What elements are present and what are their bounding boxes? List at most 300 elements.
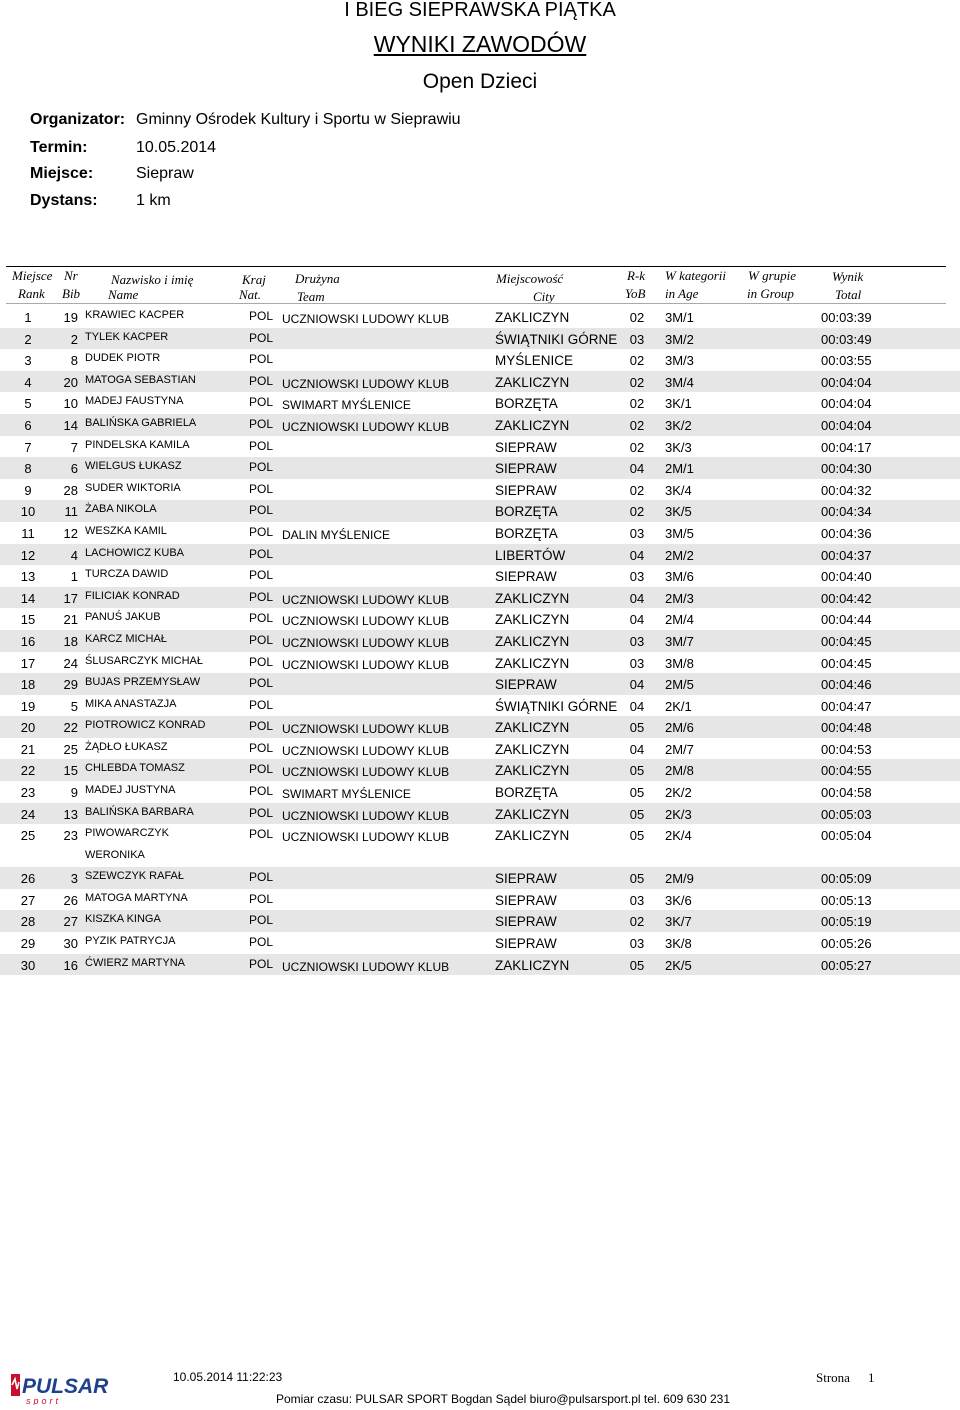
age-category-cell: 2M/3 — [665, 590, 694, 606]
total-time-cell: 00:03:55 — [821, 353, 872, 369]
total-time-cell: 00:03:49 — [821, 331, 872, 347]
name-cell-line2: WERONIKA — [85, 849, 145, 862]
col-yob-pl: R-k — [627, 268, 646, 283]
rank-cell: 20 — [20, 720, 36, 736]
rank-cell: 8 — [24, 461, 32, 477]
city-cell: MYŚLENICE — [495, 353, 574, 369]
age-category-cell: 2M/2 — [665, 547, 694, 563]
city-cell: BORZĘTA — [495, 785, 558, 801]
table-row — [0, 759, 960, 781]
svg-text:sport: sport — [26, 1396, 62, 1405]
name-cell: PYZIK PATRYCJA — [85, 935, 176, 948]
team-cell: UCZNIOWSKI LUDOWY KLUB — [282, 830, 450, 845]
age-category-cell: 3K/5 — [665, 504, 692, 520]
total-time-cell: 00:04:04 — [821, 417, 872, 433]
col-rank-en: Rank — [18, 286, 45, 301]
table-row — [0, 392, 960, 414]
total-time-cell: 00:03:39 — [821, 310, 872, 325]
table-row — [0, 522, 960, 544]
team-cell: UCZNIOWSKI LUDOWY KLUB — [282, 959, 450, 974]
team-cell: UCZNIOWSKI LUDOWY KLUB — [282, 419, 450, 434]
rank-cell: 4 — [24, 374, 32, 390]
rank-cell: 19 — [20, 698, 36, 714]
city-cell: ZAKLICZYN — [495, 741, 570, 757]
age-category-cell: 3M/6 — [665, 569, 694, 585]
total-time-cell: 00:04:48 — [821, 720, 872, 736]
bib-cell: 22 — [63, 720, 78, 736]
rank-cell: 3 — [24, 353, 32, 369]
city-cell: ZAKLICZYN — [495, 763, 570, 779]
city-cell: ŚWIĄTNIKI GÓRNE — [495, 698, 618, 714]
age-category-cell: 2M/7 — [665, 741, 694, 757]
rank-cell: 30 — [20, 957, 36, 973]
bib-cell: 23 — [63, 828, 78, 844]
age-category-cell: 3M/5 — [665, 525, 694, 541]
age-category-cell: 3K/2 — [665, 417, 692, 433]
city-cell: ŚWIĄTNIKI GÓRNE — [495, 331, 618, 347]
nationality-cell: POL — [249, 330, 274, 345]
bib-cell: 29 — [63, 677, 78, 693]
city-cell: ZAKLICZYN — [495, 828, 570, 844]
bib-cell: 7 — [70, 439, 78, 455]
age-category-cell: 2M/9 — [665, 871, 694, 887]
table-row — [0, 414, 960, 436]
table-row — [0, 479, 960, 501]
nationality-cell: POL — [249, 827, 274, 842]
col-rank-pl: Miejsce — [12, 268, 53, 283]
nationality-cell: POL — [249, 611, 274, 626]
total-time-cell: 00:04:40 — [821, 569, 872, 585]
city-cell: ZAKLICZYN — [495, 612, 570, 628]
col-bib-en: Bib — [62, 286, 81, 301]
bib-cell: 25 — [63, 741, 78, 757]
bib-cell: 20 — [63, 374, 78, 390]
city-cell: SIEPRAW — [495, 461, 557, 477]
bib-cell: 13 — [63, 806, 78, 822]
total-time-cell: 00:04:44 — [821, 612, 872, 628]
name-cell: WESZKA KAMIL — [85, 524, 167, 537]
name-cell: DUDEK PIOTR — [85, 352, 161, 365]
team-cell: UCZNIOWSKI LUDOWY KLUB — [282, 808, 450, 823]
name-cell: ŚLUSARCZYK MICHAŁ — [85, 654, 203, 667]
age-category-cell: 3K/7 — [665, 914, 692, 930]
birth-year-cell: 04 — [629, 547, 645, 563]
bib-cell: 18 — [63, 633, 78, 649]
total-time-cell: 00:04:04 — [821, 396, 872, 412]
table-row — [0, 803, 960, 825]
total-time-cell: 00:05:13 — [821, 892, 872, 908]
rank-cell: 9 — [24, 482, 32, 498]
pulsar-sport-logo — [10, 1371, 112, 1405]
birth-year-cell: 05 — [629, 720, 645, 736]
table-row — [0, 673, 960, 695]
city-cell: ZAKLICZYN — [495, 655, 570, 671]
age-category-cell: 3M/3 — [665, 353, 694, 369]
total-time-cell: 00:04:45 — [821, 633, 872, 649]
birth-year-cell: 02 — [629, 417, 645, 433]
name-cell: KARCZ MICHAŁ — [85, 632, 167, 645]
col-team-en: Team — [297, 289, 325, 304]
nationality-cell: POL — [249, 352, 274, 367]
team-cell: UCZNIOWSKI LUDOWY KLUB — [282, 592, 450, 607]
total-time-cell: 00:04:55 — [821, 763, 872, 779]
header-top-rule — [6, 266, 946, 267]
results-title: WYNIKI ZAWODÓW — [373, 31, 587, 57]
bib-cell: 16 — [63, 957, 78, 973]
date-label: Termin: — [30, 139, 88, 156]
col-group-pl: W grupie — [748, 268, 797, 283]
age-category-cell: 2K/3 — [665, 806, 692, 822]
bib-cell: 1 — [70, 569, 78, 585]
age-category-cell: 2M/5 — [665, 677, 694, 693]
bib-cell: 10 — [63, 396, 78, 412]
table-row — [0, 544, 960, 566]
name-cell: WIELGUS ŁUKASZ — [85, 460, 182, 473]
birth-year-cell: 04 — [629, 741, 645, 757]
nationality-cell: POL — [249, 632, 274, 647]
city-cell: LIBERTÓW — [495, 547, 566, 563]
age-category-cell: 3M/2 — [665, 331, 694, 347]
name-cell: PINDELSKA KAMILA — [85, 438, 190, 451]
nationality-cell: POL — [249, 784, 274, 799]
age-category-cell: 3K/1 — [665, 396, 692, 412]
city-cell: ZAKLICZYN — [495, 374, 570, 390]
name-cell: BALIŃSKA GABRIELA — [85, 416, 197, 429]
city-cell: SIEPRAW — [495, 936, 557, 952]
team-cell: UCZNIOWSKI LUDOWY KLUB — [282, 765, 450, 780]
rank-cell: 1 — [24, 310, 32, 325]
birth-year-cell: 03 — [629, 569, 645, 585]
place-value: Siepraw — [136, 165, 194, 182]
birth-year-cell: 02 — [629, 914, 645, 930]
nationality-cell: POL — [249, 524, 274, 539]
table-row — [0, 910, 960, 932]
city-cell: ZAKLICZYN — [495, 957, 570, 973]
table-row — [0, 328, 960, 350]
col-bib-pl: Nr — [64, 268, 78, 283]
nationality-cell: POL — [249, 935, 274, 950]
nationality-cell: POL — [249, 460, 274, 475]
page-label: Strona — [816, 1370, 850, 1385]
organizer-value: Gminny Ośrodek Kultury i Sportu w Sieprawiu — [136, 111, 461, 128]
table-row — [0, 695, 960, 717]
birth-year-cell: 03 — [629, 655, 645, 671]
city-cell: ZAKLICZYN — [495, 720, 570, 736]
name-cell: CHLEBDA TOMASZ — [85, 762, 185, 775]
birth-year-cell: 04 — [629, 612, 645, 628]
table-row — [0, 867, 960, 889]
nationality-cell: POL — [249, 956, 274, 971]
bib-cell: 24 — [63, 655, 78, 671]
bib-cell: 17 — [63, 590, 78, 606]
rank-cell: 28 — [20, 914, 36, 930]
team-cell: UCZNIOWSKI LUDOWY KLUB — [282, 614, 450, 629]
birth-year-cell: 04 — [629, 698, 645, 714]
age-category-cell: 2M/6 — [665, 720, 694, 736]
team-cell: UCZNIOWSKI LUDOWY KLUB — [282, 722, 450, 737]
distance-value: 1 km — [136, 192, 171, 209]
bib-cell: 5 — [70, 698, 78, 714]
event-title: I BIEG SIEPRAWSKA PIĄTKA — [344, 0, 616, 21]
rank-cell: 17 — [20, 655, 36, 671]
birth-year-cell: 03 — [629, 525, 645, 541]
age-category-cell: 2K/5 — [665, 957, 692, 973]
name-cell: FILICIAK KONRAD — [85, 589, 180, 602]
table-row — [0, 349, 960, 371]
bib-cell: 12 — [63, 525, 78, 541]
name-cell: MIKA ANASTAZJA — [85, 697, 177, 710]
bib-cell: 21 — [63, 612, 78, 628]
rank-cell: 18 — [20, 677, 36, 693]
rank-cell: 14 — [20, 590, 36, 606]
name-cell: MATOGA MARTYNA — [85, 891, 188, 904]
birth-year-cell: 05 — [629, 828, 645, 844]
name-cell: PANUŚ JAKUB — [85, 611, 161, 624]
table-row — [0, 781, 960, 803]
nationality-cell: POL — [249, 546, 274, 561]
age-category-cell: 2M/1 — [665, 461, 694, 477]
city-cell: ZAKLICZYN — [495, 633, 570, 649]
city-cell: SIEPRAW — [495, 439, 557, 455]
results-table — [0, 306, 960, 975]
name-cell: PIOTROWICZ KONRAD — [85, 719, 206, 732]
name-cell: PIWOWARCZYK — [85, 827, 169, 840]
rank-cell: 11 — [21, 525, 35, 541]
birth-year-cell: 03 — [629, 331, 645, 347]
age-category-cell: 3K/3 — [665, 439, 692, 455]
total-time-cell: 00:04:34 — [821, 504, 872, 520]
team-cell: UCZNIOWSKI LUDOWY KLUB — [282, 312, 450, 326]
table-row — [0, 889, 960, 911]
table-row — [0, 371, 960, 393]
city-cell: BORZĘTA — [495, 504, 558, 520]
rank-cell: 21 — [20, 741, 36, 757]
rank-cell: 2 — [24, 331, 32, 347]
rank-cell: 12 — [20, 547, 36, 563]
bib-cell: 19 — [63, 310, 78, 325]
nationality-cell: POL — [249, 805, 274, 820]
total-time-cell: 00:04:42 — [821, 590, 872, 606]
birth-year-cell: 02 — [629, 504, 645, 520]
rank-cell: 27 — [20, 892, 36, 908]
organizer-label: Organizator: — [30, 111, 126, 128]
total-time-cell: 00:05:26 — [821, 936, 872, 952]
city-cell: SIEPRAW — [495, 569, 557, 585]
birth-year-cell: 05 — [629, 763, 645, 779]
total-time-cell: 00:04:37 — [821, 547, 872, 563]
birth-year-cell: 02 — [629, 439, 645, 455]
table-row — [0, 457, 960, 479]
birth-year-cell: 02 — [629, 310, 645, 325]
nationality-cell: POL — [249, 481, 274, 496]
distance-label: Dystans: — [30, 192, 98, 209]
age-category-cell: 2K/1 — [665, 698, 692, 714]
nationality-cell: POL — [249, 719, 274, 734]
team-cell: SWIMART MYŚLENICE — [282, 787, 411, 802]
city-cell: ZAKLICZYN — [495, 417, 570, 433]
team-cell: UCZNIOWSKI LUDOWY KLUB — [282, 635, 450, 650]
name-cell: MATOGA SEBASTIAN — [85, 373, 196, 386]
nationality-cell: POL — [249, 870, 274, 885]
col-cat-pl: W kategorii — [665, 268, 727, 283]
name-cell: SZEWCZYK RAFAŁ — [85, 870, 185, 883]
name-cell: TURCZA DAWID — [85, 568, 169, 581]
rank-cell: 7 — [24, 439, 32, 455]
table-row — [0, 587, 960, 609]
name-cell: MADEJ JUSTYNA — [85, 784, 176, 797]
bib-cell: 28 — [63, 482, 78, 498]
name-cell: SUDER WIKTORIA — [85, 481, 181, 494]
birth-year-cell: 02 — [629, 396, 645, 412]
city-cell: BORZĘTA — [495, 525, 558, 541]
bib-cell: 3 — [70, 871, 78, 887]
bib-cell: 9 — [70, 785, 78, 801]
rank-cell: 15 — [20, 612, 36, 628]
date-value: 10.05.2014 — [136, 139, 217, 156]
bib-cell: 15 — [63, 763, 78, 779]
age-category-cell: 3M/8 — [665, 655, 694, 671]
total-time-cell: 00:04:46 — [821, 677, 872, 693]
col-team-pl: Drużyna — [295, 271, 340, 286]
bib-cell: 30 — [63, 936, 78, 952]
bib-cell: 6 — [70, 461, 78, 477]
total-time-cell: 00:04:45 — [821, 655, 872, 671]
col-city-en: City — [533, 289, 555, 304]
nationality-cell: POL — [249, 309, 274, 323]
total-time-cell: 00:05:04 — [821, 828, 872, 844]
city-cell: SIEPRAW — [495, 677, 557, 693]
city-cell: SIEPRAW — [495, 892, 557, 908]
total-time-cell: 00:04:30 — [821, 461, 872, 477]
city-cell: SIEPRAW — [495, 482, 557, 498]
birth-year-cell: 05 — [629, 871, 645, 887]
rank-cell: 22 — [20, 763, 36, 779]
svg-text:PULSAR: PULSAR — [22, 1375, 109, 1398]
name-cell: KRAWIEC KACPER — [85, 309, 185, 321]
rank-cell: 10 — [20, 504, 36, 520]
bib-cell: 2 — [70, 331, 78, 347]
rank-cell: 13 — [20, 569, 36, 585]
nationality-cell: POL — [249, 762, 274, 777]
bib-cell: 14 — [63, 417, 78, 433]
col-city-pl: Miejscowość — [496, 271, 564, 286]
birth-year-cell: 03 — [629, 936, 645, 952]
table-row — [0, 306, 960, 328]
table-row — [0, 932, 960, 954]
birth-year-cell: 03 — [629, 633, 645, 649]
rank-cell: 6 — [24, 417, 32, 433]
bib-cell: 4 — [70, 547, 78, 563]
rank-cell: 5 — [24, 396, 32, 412]
bib-cell: 8 — [70, 353, 78, 369]
name-cell: ĆWIERZ MARTYNA — [85, 956, 186, 969]
rank-cell: 24 — [20, 806, 36, 822]
total-time-cell: 00:04:36 — [821, 525, 872, 541]
bib-cell: 26 — [63, 892, 78, 908]
table-row — [0, 738, 960, 760]
name-cell: KISZKA KINGA — [85, 913, 161, 926]
age-category-cell: 2M/4 — [665, 612, 694, 628]
table-row — [0, 630, 960, 652]
age-category-cell: 2M/8 — [665, 763, 694, 779]
total-time-cell: 00:04:58 — [821, 785, 872, 801]
table-row — [0, 500, 960, 522]
age-category-cell: 3K/6 — [665, 892, 692, 908]
nationality-cell: POL — [249, 589, 274, 604]
birth-year-cell: 02 — [629, 482, 645, 498]
table-row — [0, 436, 960, 458]
birth-year-cell: 05 — [629, 785, 645, 801]
birth-year-cell: 04 — [629, 677, 645, 693]
team-cell: UCZNIOWSKI LUDOWY KLUB — [282, 743, 450, 758]
page-number: 1 — [867, 1370, 875, 1385]
age-category-cell: 3K/8 — [665, 936, 692, 952]
col-group-en: in Group — [747, 286, 794, 301]
table-row — [0, 716, 960, 738]
nationality-cell: POL — [249, 891, 274, 906]
team-cell: UCZNIOWSKI LUDOWY KLUB — [282, 657, 450, 672]
category-title: Open Dzieci — [422, 70, 538, 93]
table-row — [0, 652, 960, 674]
age-category-cell: 3K/4 — [665, 482, 692, 498]
total-time-cell: 00:05:03 — [821, 806, 872, 822]
col-yob-en: YoB — [625, 286, 646, 301]
col-name-en: Name — [108, 287, 139, 302]
birth-year-cell: 02 — [629, 374, 645, 390]
age-category-cell: 3M/1 — [665, 310, 694, 325]
birth-year-cell: 05 — [629, 806, 645, 822]
table-row — [0, 608, 960, 630]
nationality-cell: POL — [249, 373, 274, 388]
nationality-cell: POL — [249, 697, 274, 712]
total-time-cell: 00:05:09 — [821, 871, 872, 887]
age-category-cell: 2K/4 — [665, 828, 692, 844]
city-cell: ZAKLICZYN — [495, 590, 570, 606]
nationality-cell: POL — [249, 740, 274, 755]
birth-year-cell: 04 — [629, 461, 645, 477]
timing-credit: Pomiar czasu: PULSAR SPORT Bogdan Sądel biuro@pulsarsport.pl tel. 609 630 231 — [276, 1392, 730, 1406]
city-cell: ZAKLICZYN — [495, 310, 570, 325]
table-row — [0, 824, 960, 867]
name-cell: BUJAS PRZEMYSŁAW — [85, 676, 201, 689]
bib-cell: 11 — [64, 504, 78, 520]
name-cell: LACHOWICZ KUBA — [85, 546, 185, 559]
nationality-cell: POL — [249, 913, 274, 928]
total-time-cell: 00:04:17 — [821, 439, 872, 455]
team-cell: SWIMART MYŚLENICE — [282, 398, 411, 413]
age-category-cell: 3M/7 — [665, 633, 694, 649]
birth-year-cell: 02 — [629, 353, 645, 369]
name-cell: ŻĄDŁO ŁUKASZ — [85, 740, 168, 753]
age-category-cell: 2K/2 — [665, 785, 692, 801]
total-time-cell: 00:05:27 — [821, 957, 872, 973]
nationality-cell: POL — [249, 568, 274, 583]
nationality-cell: POL — [249, 438, 274, 453]
col-total-en: Total — [835, 287, 862, 302]
col-name-pl: Nazwisko i imię — [111, 272, 194, 287]
rank-cell: 25 — [20, 828, 36, 844]
total-time-cell: 00:04:47 — [821, 698, 872, 714]
city-cell: ZAKLICZYN — [495, 806, 570, 822]
birth-year-cell: 05 — [629, 957, 645, 973]
total-time-cell: 00:04:53 — [821, 741, 872, 757]
rank-cell: 16 — [20, 633, 36, 649]
nationality-cell: POL — [249, 503, 274, 518]
rank-cell: 26 — [20, 871, 36, 887]
city-cell: SIEPRAW — [495, 871, 557, 887]
age-category-cell: 3M/4 — [665, 374, 694, 390]
city-cell: BORZĘTA — [495, 396, 558, 412]
